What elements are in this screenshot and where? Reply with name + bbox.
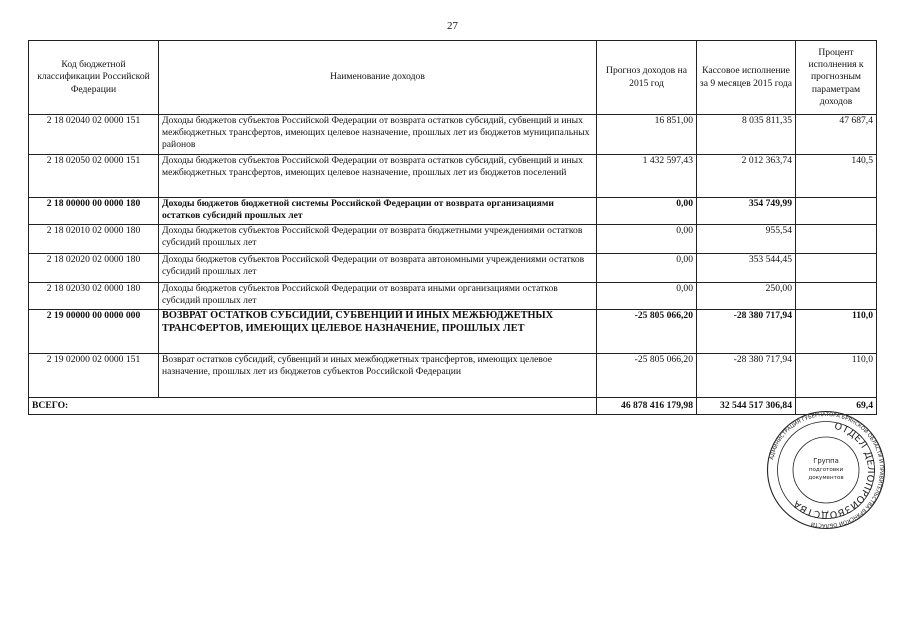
table-header-row <box>29 41 877 115</box>
row-forecast: 0,00 <box>597 198 697 225</box>
row-code: 2 18 02040 02 0000 151 <box>29 115 159 155</box>
table-row <box>29 283 877 310</box>
row-name: Доходы бюджетов субъектов Российской Федерации от возврата бюджетными учреждениями остатков субсидий прошлых лет <box>159 225 597 254</box>
row-forecast: 0,00 <box>597 283 697 310</box>
row-percent <box>796 225 877 254</box>
stamp-center-line: подготовки <box>808 467 844 473</box>
stamp-center-line: документов <box>808 475 844 481</box>
row-code: 2 19 00000 00 0000 000 <box>29 310 159 354</box>
total-forecast: 46 878 416 179,98 <box>597 398 697 415</box>
row-execution: 8 035 811,35 <box>697 115 796 155</box>
table-row <box>29 198 877 225</box>
row-forecast: 0,00 <box>597 254 697 283</box>
page-number: 27 <box>447 20 458 32</box>
row-forecast: 16 851,00 <box>597 115 697 155</box>
total-label: ВСЕГО: <box>29 398 597 415</box>
row-name: Возврат остатков субсидий, субвенций и иных межбюджетных трансфертов, имеющих целевое назначение, прошлых лет из бюджетов субъектов Российской Федерации <box>159 354 597 398</box>
row-forecast: -25 805 066,20 <box>597 354 697 398</box>
header-name: Наименование доходов <box>159 41 597 115</box>
office-stamp <box>766 410 886 530</box>
row-name: Доходы бюджетов субъектов Российской Федерации от возврата иными организациями остатков субсидий прошлых лет <box>159 283 597 310</box>
row-code: 2 18 02020 02 0000 180 <box>29 254 159 283</box>
header-percent: Процент исполнения к прогнозным параметрам доходов <box>796 41 877 115</box>
row-execution: 2 012 363,74 <box>697 155 796 198</box>
row-code: 2 18 02050 02 0000 151 <box>29 155 159 198</box>
header-forecast: Прогноз доходов на 2015 год <box>597 41 697 115</box>
row-execution: -28 380 717,94 <box>697 310 796 354</box>
header-execution: Кассовое исполнение за 9 месяцев 2015 года <box>697 41 796 115</box>
total-percent: 69,4 <box>796 398 877 415</box>
row-forecast: 0,00 <box>597 225 697 254</box>
table-row <box>29 115 877 155</box>
stamp-middle-text: ОТДЕЛ ДЕЛОПРОИЗВОДСТВА <box>791 420 877 521</box>
table-row <box>29 225 877 254</box>
table-row <box>29 254 877 283</box>
row-code: 2 18 00000 00 0000 180 <box>29 198 159 225</box>
row-code: 2 18 02030 02 0000 180 <box>29 283 159 310</box>
row-percent: 47 687,4 <box>796 115 877 155</box>
row-forecast: 1 432 597,43 <box>597 155 697 198</box>
row-code: 2 18 02010 02 0000 180 <box>29 225 159 254</box>
row-percent: 140,5 <box>796 155 877 198</box>
row-name: Доходы бюджетов субъектов Российской Федерации от возврата остатков субсидий, субвенций и иных межбюджетных трансфертов, имеющих целевое назначение, прошлых лет из бюджетов муниципальных районов <box>159 115 597 155</box>
row-execution: -28 380 717,94 <box>697 354 796 398</box>
total-execution: 32 544 517 306,84 <box>697 398 796 415</box>
row-percent <box>796 254 877 283</box>
row-name: Доходы бюджетов субъектов Российской Федерации от возврата остатков субсидий, субвенций и иных межбюджетных трансфертов, имеющих целевое назначение, прошлых лет из бюджетов поселений <box>159 155 597 198</box>
row-execution: 354 749,99 <box>697 198 796 225</box>
stamp-outer-text: АДМИНИСТРАЦИЯ ГУБЕРНАТОРА БРЯНСКОЙ ОБЛАСТИ И ПРАВИТЕЛЬСТВА БРЯНСКОЙ ОБЛАСТИ <box>769 411 885 529</box>
total-row <box>29 398 877 415</box>
row-percent: 110,0 <box>796 310 877 354</box>
row-percent <box>796 283 877 310</box>
header-code: Код бюджетной классификации Российской Федерации <box>29 41 159 115</box>
table-row <box>29 354 877 398</box>
row-name: Доходы бюджетов субъектов Российской Федерации от возврата автономными учреждениями остатков субсидий прошлых лет <box>159 254 597 283</box>
row-name: ВОЗВРАТ ОСТАТКОВ СУБСИДИЙ, СУБВЕНЦИЙ И ИНЫХ МЕЖБЮДЖЕТНЫХ ТРАНСФЕРТОВ, ИМЕЮЩИХ ЦЕЛЕВОЕ НАЗНАЧЕНИЕ, ПРОШЛЫХ ЛЕТ <box>159 310 597 354</box>
stamp-center-line: Группа <box>813 457 839 465</box>
row-percent <box>796 198 877 225</box>
row-name: Доходы бюджетов бюджетной системы Российской Федерации от возврата организациями остатков субсидий прошлых лет <box>159 198 597 225</box>
table-row <box>29 155 877 198</box>
row-execution: 353 544,45 <box>697 254 796 283</box>
table-row <box>29 310 877 354</box>
row-forecast: -25 805 066,20 <box>597 310 697 354</box>
row-code: 2 19 02000 02 0000 151 <box>29 354 159 398</box>
row-execution: 250,00 <box>697 283 796 310</box>
row-percent: 110,0 <box>796 354 877 398</box>
revenue-table <box>28 40 877 415</box>
row-execution: 955,54 <box>697 225 796 254</box>
